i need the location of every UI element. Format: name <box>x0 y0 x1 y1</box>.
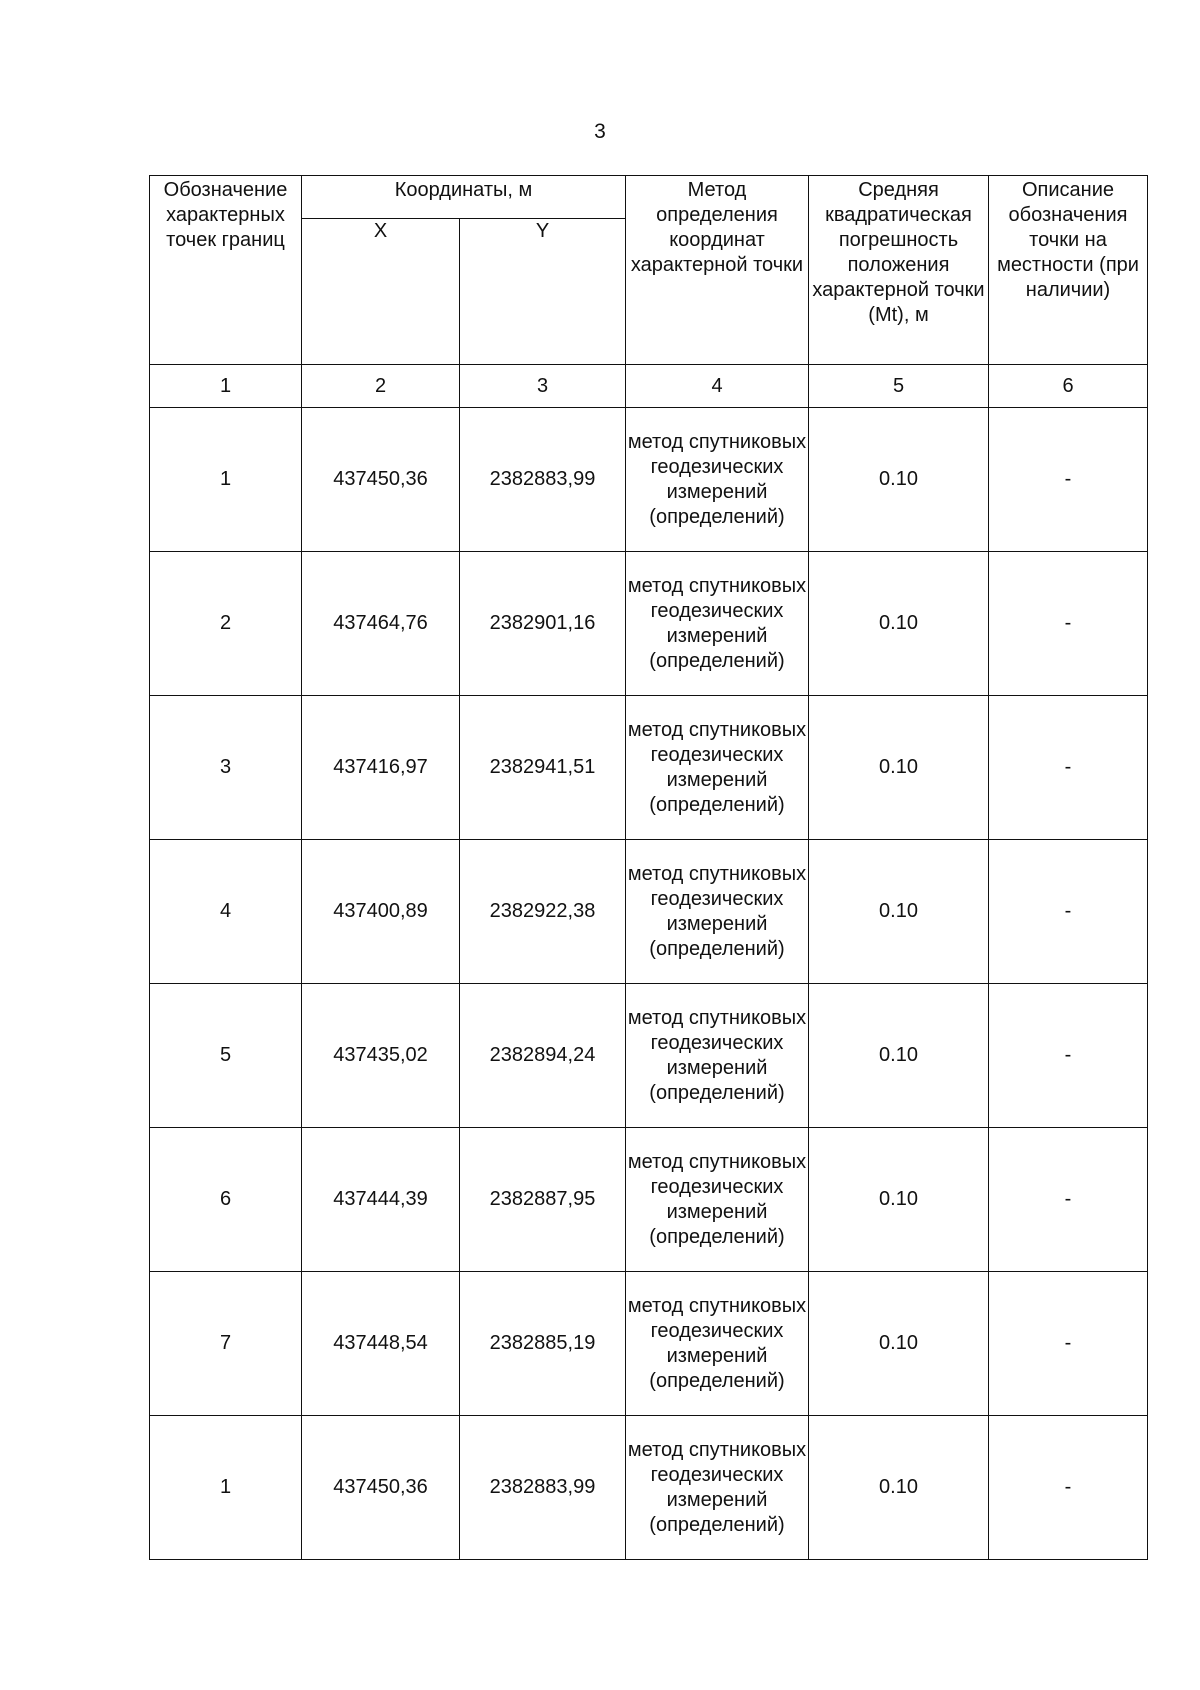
cell-error: 0.10 <box>809 984 989 1128</box>
cell-description: - <box>989 984 1148 1128</box>
page-number: 3 <box>594 120 606 143</box>
header-x: X <box>302 219 460 365</box>
cell-method <box>626 984 809 1128</box>
header-coords <box>302 176 626 219</box>
cell-y: 2382901,16 <box>460 552 626 696</box>
cell-x: 437464,76 <box>302 552 460 696</box>
cell-error: 0.10 <box>809 696 989 840</box>
cell-description: - <box>989 552 1148 696</box>
cell-x: 437450,36 <box>302 1416 460 1560</box>
cell-point: 7 <box>150 1272 302 1416</box>
cell-error: 0.10 <box>809 1128 989 1272</box>
method-text: метод спутниковых геодезических измерений (определений) <box>627 718 807 816</box>
table-row <box>150 408 1148 552</box>
cell-x: 437416,97 <box>302 696 460 840</box>
cell-method <box>626 552 809 696</box>
cell-description: - <box>989 408 1148 552</box>
cell-y: 2382922,38 <box>460 840 626 984</box>
column-number: 2 <box>302 365 460 408</box>
cell-method <box>626 696 809 840</box>
header-error <box>809 176 989 365</box>
column-number-row <box>150 365 1148 408</box>
header-error-label: Средняя квадратическая погрешность положения характерной точки (Mt), м <box>812 179 985 326</box>
cell-error: 0.10 <box>809 1272 989 1416</box>
cell-point: 1 <box>150 1416 302 1560</box>
cell-method <box>626 840 809 984</box>
cell-point: 4 <box>150 840 302 984</box>
table-row <box>150 1416 1148 1560</box>
cell-description: - <box>989 840 1148 984</box>
method-text: метод спутниковых геодезических измерений (определений) <box>627 862 807 960</box>
table-header <box>150 176 1148 365</box>
cell-description: - <box>989 1272 1148 1416</box>
cell-y: 2382941,51 <box>460 696 626 840</box>
cell-y: 2382883,99 <box>460 1416 626 1560</box>
cell-description: - <box>989 1416 1148 1560</box>
cell-description: - <box>989 1128 1148 1272</box>
method-text: метод спутниковых геодезических измерений (определений) <box>627 1006 807 1104</box>
cell-error: 0.10 <box>809 840 989 984</box>
cell-x: 437435,02 <box>302 984 460 1128</box>
table-row <box>150 552 1148 696</box>
cell-point: 1 <box>150 408 302 552</box>
table-body <box>150 365 1148 1560</box>
table-row <box>150 696 1148 840</box>
cell-error: 0.10 <box>809 1416 989 1560</box>
header-method-label: Метод определения координат характерной точки <box>630 179 804 276</box>
cell-error: 0.10 <box>809 552 989 696</box>
cell-method <box>626 1272 809 1416</box>
header-description <box>989 176 1148 365</box>
cell-x: 437400,89 <box>302 840 460 984</box>
cell-point: 6 <box>150 1128 302 1272</box>
cell-point: 5 <box>150 984 302 1128</box>
header-description-label: Описание обозначения точки на местности (при наличии) <box>997 179 1139 301</box>
column-number: 3 <box>460 365 626 408</box>
cell-method <box>626 1128 809 1272</box>
method-text: метод спутниковых геодезических измерений (определений) <box>627 574 807 672</box>
column-number: 5 <box>809 365 989 408</box>
table-row <box>150 1272 1148 1416</box>
cell-method <box>626 1416 809 1560</box>
header-method <box>626 176 809 365</box>
table-row <box>150 840 1148 984</box>
cell-y: 2382887,95 <box>460 1128 626 1272</box>
header-y: Y <box>460 219 626 365</box>
method-text: метод спутниковых геодезических измерений (определений) <box>627 430 807 528</box>
cell-y: 2382885,19 <box>460 1272 626 1416</box>
column-number: 4 <box>626 365 809 408</box>
header-coords-label: Координаты, м <box>394 179 533 201</box>
cell-x: 437444,39 <box>302 1128 460 1272</box>
cell-y: 2382883,99 <box>460 408 626 552</box>
table-row <box>150 1128 1148 1272</box>
boundary-points-table <box>149 175 1148 1560</box>
cell-x: 437448,54 <box>302 1272 460 1416</box>
method-text: метод спутниковых геодезических измерений (определений) <box>627 1294 807 1392</box>
column-number: 6 <box>989 365 1148 408</box>
cell-method <box>626 408 809 552</box>
method-text: метод спутниковых геодезических измерений (определений) <box>627 1150 807 1248</box>
cell-x: 437450,36 <box>302 408 460 552</box>
cell-point: 2 <box>150 552 302 696</box>
cell-error: 0.10 <box>809 408 989 552</box>
header-point <box>150 176 302 365</box>
method-text: метод спутниковых геодезических измерений (определений) <box>627 1438 807 1536</box>
cell-description: - <box>989 696 1148 840</box>
column-number: 1 <box>150 365 302 408</box>
header-point-label: Обозначение характерных точек границ <box>163 179 288 251</box>
cell-y: 2382894,24 <box>460 984 626 1128</box>
table-row <box>150 984 1148 1128</box>
cell-point: 3 <box>150 696 302 840</box>
